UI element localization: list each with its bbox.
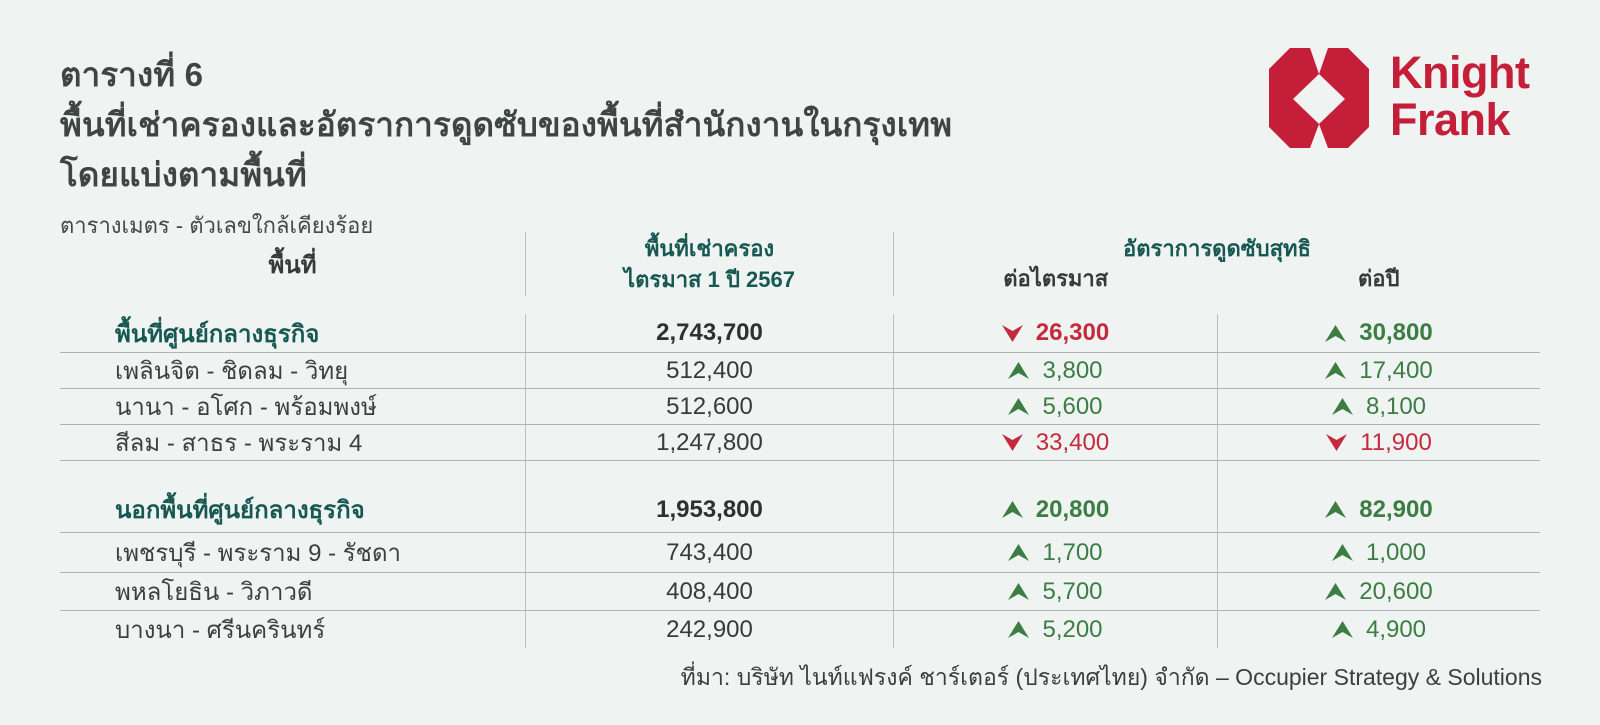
up-arrow-icon: [1008, 398, 1029, 415]
group-row-cbd-name: [60, 314, 525, 353]
quarter-absorption-value: 5,200: [1042, 615, 1103, 643]
up-arrow-icon: [1002, 501, 1023, 518]
down-arrow-icon: [1002, 434, 1023, 451]
up-arrow-icon: [1332, 544, 1353, 561]
table-row-occupied: 408,400: [525, 573, 893, 611]
table-row-occupied: 1,247,800: [525, 425, 893, 461]
group-spacer: [893, 461, 1217, 487]
column-header-absorption: [893, 232, 1540, 296]
up-arrow-icon: [1325, 325, 1346, 342]
source-attribution: ที่มา: บริษัท ไนท์แฟรงค์ ชาร์เตอร์ (ประเทศไทย) จำกัด – Occupier Strategy & Solutions: [680, 664, 1542, 690]
table-row-year-trend: [1217, 611, 1540, 648]
up-arrow-icon: [1332, 398, 1353, 415]
table-row-occupied: 512,600: [525, 389, 893, 425]
group-row-noncbd-name: [60, 487, 525, 533]
year-absorption-value: 11,900: [1360, 428, 1432, 456]
knight-frank-logo: [1268, 48, 1529, 148]
table-row-year-trend: [1217, 573, 1540, 611]
down-arrow-icon: [1326, 434, 1347, 451]
table-row-quarter-trend: [893, 389, 1217, 425]
quarter-absorption-value: 1,700: [1042, 538, 1103, 566]
knight-frank-diamond-mark-icon: [1268, 48, 1370, 148]
table-title-block: [60, 50, 952, 243]
up-arrow-icon: [1008, 621, 1029, 638]
group-row-noncbd-year-trend: [1217, 487, 1540, 533]
table-row-quarter-trend: [893, 533, 1217, 573]
up-arrow-icon: [1008, 544, 1029, 561]
occupied-header-title: พื้นที่เช่าครอง: [644, 236, 775, 261]
up-arrow-icon: [1325, 362, 1346, 379]
year-absorption-value: 1,000: [1365, 538, 1427, 566]
column-header-occupied: [525, 232, 893, 296]
group-spacer: [1217, 461, 1540, 487]
group-row-noncbd-quarter-trend: [893, 487, 1217, 533]
column-header-area: พื้นที่: [268, 251, 317, 279]
table-row-name: นานา - อโศก - พร้อมพงษ์: [60, 389, 525, 425]
group-spacer: [60, 461, 525, 487]
table-row-year-trend: [1217, 389, 1540, 425]
subheader-per-year: ต่อปี: [1358, 266, 1400, 291]
table-row-name: พหลโยธิน - วิภาวดี: [60, 573, 525, 611]
table-row-name: เพลินจิต - ชิดลม - วิทยุ: [60, 353, 525, 389]
occupied-value: 1,953,800: [656, 495, 763, 523]
table-row-name: เพชรบุรี - พระราม 9 - รัชดา: [60, 533, 525, 573]
down-arrow-icon: [1002, 325, 1023, 342]
occupied-value: 2,743,700: [656, 319, 763, 346]
up-arrow-icon: [1325, 501, 1346, 518]
group-row-noncbd-occupied: [525, 487, 893, 533]
quarter-absorption-value: 5,700: [1042, 577, 1103, 605]
group-spacer: [525, 461, 893, 487]
quarter-absorption-value: 33,400: [1035, 428, 1110, 456]
quarter-absorption-value: 3,800: [1042, 356, 1103, 384]
up-arrow-icon: [1008, 583, 1029, 600]
knight-frank-wordmark: [1390, 49, 1529, 143]
up-arrow-icon: [1332, 621, 1353, 638]
group-name-label: พื้นที่ศูนย์กลางธุรกิจ: [115, 320, 320, 348]
quarter-absorption-value: 26,300: [1035, 319, 1110, 346]
table-row-year-trend: [1217, 353, 1540, 389]
table-row-quarter-trend: [893, 611, 1217, 648]
table-row-occupied: 743,400: [525, 533, 893, 573]
table-row-year-trend: [1217, 533, 1540, 573]
table-row-quarter-trend: [893, 353, 1217, 389]
logo-word-frank: Frank: [1390, 94, 1511, 145]
group-row-cbd-year-trend: [1217, 314, 1540, 353]
quarter-absorption-value: 20,800: [1035, 495, 1110, 523]
table-row-name: สีลม - สาธร - พระราม 4: [60, 425, 525, 461]
group-name-label: นอกพื้นที่ศูนย์กลางธุรกิจ: [115, 497, 365, 524]
subheader-per-quarter: ต่อไตรมาส: [1003, 266, 1109, 291]
up-arrow-icon: [1325, 583, 1346, 600]
table-row-name: บางนา - ศรีนครินทร์: [115, 617, 326, 644]
table-number-title: ตารางที่ 6: [60, 56, 204, 93]
group-row-cbd-occupied: [525, 314, 893, 353]
year-absorption-value: 82,900: [1359, 495, 1433, 523]
up-arrow-icon: [1008, 362, 1029, 379]
table-title-line3: โดยแบ่งตามพื้นที่: [60, 156, 307, 193]
absorption-subheaders: [894, 264, 1540, 294]
year-absorption-value: 8,100: [1365, 392, 1427, 420]
table-row-year-trend: [1217, 425, 1540, 461]
year-absorption-value: 20,600: [1359, 577, 1433, 605]
table-row-occupied: 242,900: [525, 611, 893, 648]
quarter-absorption-value: 5,600: [1042, 392, 1103, 420]
occupied-header-period: ไตรมาส 1 ปี 2567: [624, 267, 795, 292]
group-row-cbd-quarter-trend: [893, 314, 1217, 353]
year-absorption-value: 30,800: [1359, 319, 1433, 346]
year-absorption-value: 17,400: [1359, 356, 1433, 384]
logo-word-knight: Knight: [1390, 47, 1530, 98]
table-main-title: พื้นที่เช่าครองและอัตราการดูดซับของพื้นที่สำนักงานในกรุงเทพ: [60, 106, 953, 143]
table-row-occupied: 512,400: [525, 353, 893, 389]
table-row-quarter-trend: [893, 573, 1217, 611]
table-row-quarter-trend: [893, 425, 1217, 461]
absorption-header-title: อัตราการดูดซับสุทธิ: [1123, 236, 1311, 261]
office-absorption-table: [60, 232, 1540, 648]
year-absorption-value: 4,900: [1365, 615, 1427, 643]
table-unit-subtitle: ตารางเมตร - ตัวเลขใกล้เคียงร้อย: [60, 213, 374, 238]
header-body-gap: [60, 296, 1540, 314]
